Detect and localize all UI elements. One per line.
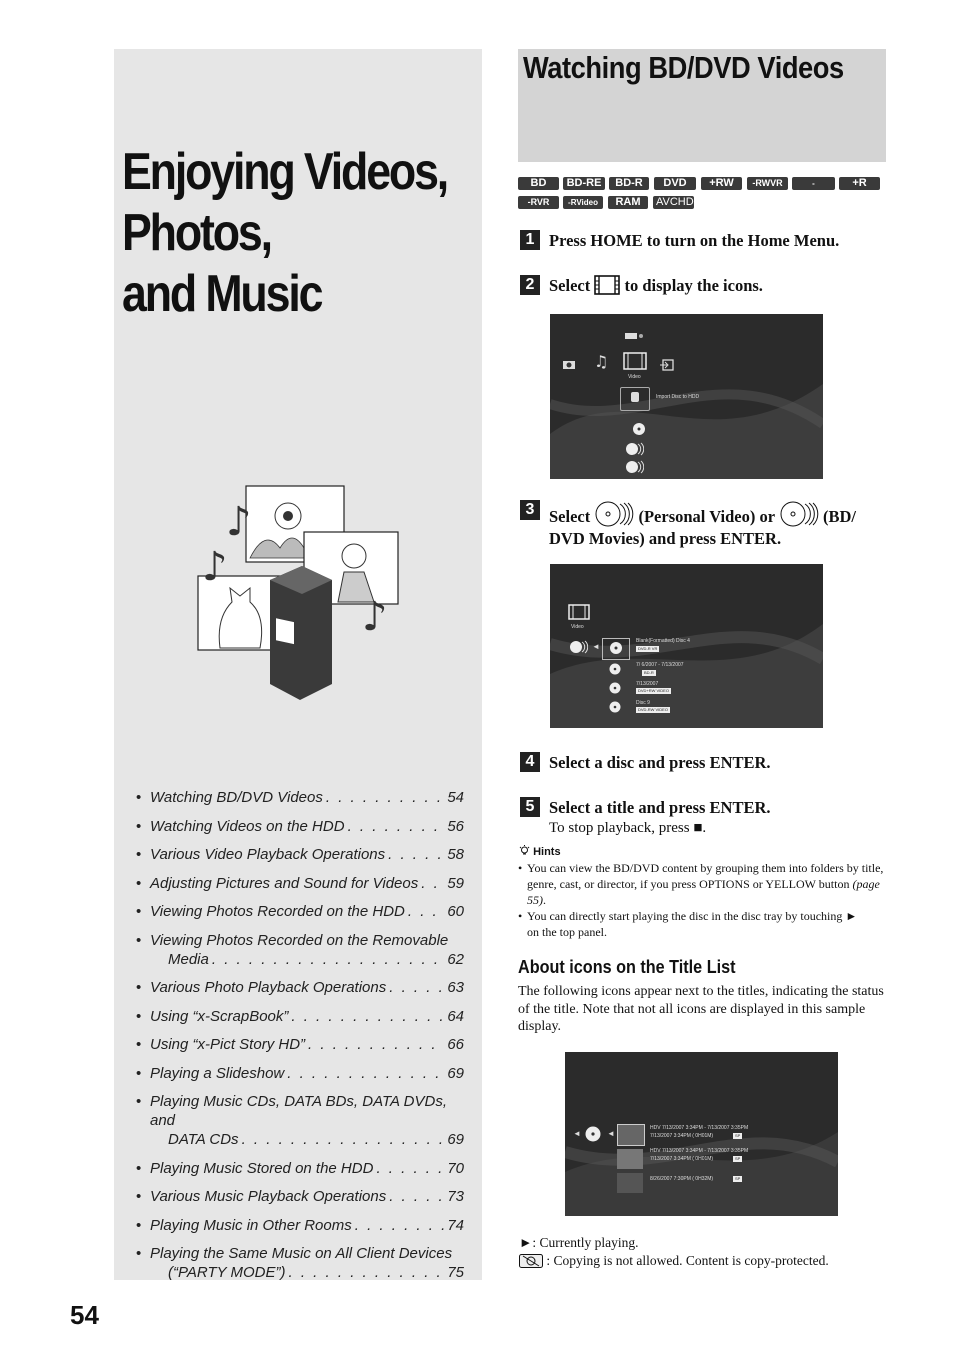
- title-list-paragraph: The following icons appear next to the titles, indicating the status of the title. Note that not all icons are displayed in this sample display.: [518, 984, 884, 1034]
- toc-item[interactable]: • Various Photo Playback Operations . . . 63: [134, 978, 464, 997]
- video-icon: [568, 604, 590, 620]
- section-title: Watching BD/DVD Videos: [523, 50, 844, 85]
- toc-item[interactable]: • Various Music Playback Operations . . . 73: [134, 1187, 464, 1206]
- input-icon: [660, 359, 674, 371]
- hdd-icon: [630, 391, 640, 403]
- badge-plus-r: +R: [839, 177, 880, 190]
- disc-icon: [609, 701, 621, 713]
- disc-icon: [632, 422, 646, 436]
- step-2: 2 Select to display the icons.: [520, 275, 890, 296]
- title-list-heading: About icons on the Title List: [518, 957, 736, 977]
- chapter-title: Enjoying Videos, Photos, and Music: [122, 143, 448, 323]
- music-icon: ♫: [594, 352, 609, 371]
- step-number: 5: [520, 797, 540, 817]
- badge-dvd: DVD: [654, 177, 696, 190]
- toc-item[interactable]: • Playing the Same Music on All Client Devices (“PARTY MODE”) . . . 75: [134, 1244, 464, 1282]
- badge-bd-re: BD-RE: [563, 177, 605, 190]
- toc-item[interactable]: • Various Video Playback Operations . . . 58: [134, 845, 464, 864]
- badge-r-video: -RVideo: [563, 196, 603, 209]
- badge-bd: BD: [518, 177, 559, 190]
- toc-item[interactable]: • Adjusting Pictures and Sound for Videos . . . 59: [134, 874, 464, 893]
- badge-ram: RAM: [608, 196, 648, 209]
- play-icon: ►: [519, 1235, 533, 1250]
- photo-icon: [562, 358, 576, 370]
- hints-list: [518, 860, 886, 940]
- disc-icon: [609, 682, 621, 694]
- personal-video-icon: [594, 500, 634, 528]
- toc-item[interactable]: • Playing Music in Other Rooms . . . 74: [134, 1216, 464, 1235]
- step-number: 4: [520, 752, 540, 772]
- toc-item[interactable]: • Using “x-Pict Story HD” . . . 66: [134, 1035, 464, 1054]
- badge-plus-rw: +RW: [701, 177, 742, 190]
- home-menu-screenshot: ♫ Video Import Disc to HDD: [550, 314, 823, 479]
- page-number: 54: [70, 1300, 99, 1330]
- title-thumbnail[interactable]: [617, 1124, 645, 1146]
- step-number: 1: [520, 230, 540, 250]
- film-icon: [594, 275, 620, 295]
- hint-item: • You can directly start playing the disc in the disc tray by touching ► on the top panel.: [518, 909, 858, 939]
- hint-item: • You can view the BD/DVD content by grouping them into folders by title, genre, cast, or director, if you press OPTIONS or YELLOW button (page 55).: [518, 861, 884, 907]
- bd-dvd-movies-icon: [626, 460, 644, 474]
- step-3: 3 Select (Personal Video) or (BD/ DVD Movies) and press ENTER.: [520, 500, 890, 550]
- svg-text:♪: ♪: [202, 544, 228, 590]
- disc-list-screenshot: Video ◄ Blank(Formatted) Disc 4 DVD-R VR 7/ 6/2007 - 7/13/2007 BD-R 7/13/2007 DVD+RW VIDEO Disc 9 DVD-RW VIDEO: [550, 564, 823, 728]
- disc-icon: [609, 641, 623, 655]
- disc-icon: [609, 663, 621, 675]
- toc-item[interactable]: • Viewing Photos Recorded on the HDD . . . 60: [134, 902, 464, 921]
- toc-item[interactable]: • Viewing Photos Recorded on the Removable Media . . . 62: [134, 931, 464, 969]
- personal-video-icon: [570, 640, 588, 654]
- disc-icon: [585, 1126, 601, 1142]
- toc-item[interactable]: • Watching BD/DVD Videos . . . 54: [134, 788, 464, 807]
- badge-bd-r: BD-R: [609, 177, 649, 190]
- toc-item[interactable]: • Watching Videos on the HDD . . . 56: [134, 817, 464, 836]
- chapter-contents: [134, 788, 464, 1292]
- badge-rw-video: -RWVideo: [792, 177, 835, 190]
- legend-copy-protected: : Copying is not allowed. Content is copy-protected.: [519, 1253, 829, 1269]
- badge-avchd: AVCHD: [653, 196, 694, 209]
- bd-dvd-movies-icon: [779, 500, 819, 528]
- badge-rw-vr: -RWVR: [747, 177, 788, 190]
- personal-video-icon: [626, 442, 644, 456]
- step-4: 4 Select a disc and press ENTER.: [520, 752, 890, 773]
- video-icon: [623, 352, 647, 370]
- legend-playing: ►: Currently playing.: [519, 1235, 639, 1250]
- svg-text:♪: ♪: [362, 594, 388, 640]
- toc-item[interactable]: • Playing a Slideshow . . . 69: [134, 1064, 464, 1083]
- toc-item[interactable]: • Playing Music CDs, DATA BDs, DATA DVDs, and DATA CDs . . . 69: [134, 1092, 464, 1149]
- step-1: 1 Press HOME to turn on the Home Menu.: [520, 230, 890, 251]
- media-illustration: [190, 480, 410, 705]
- hints-heading: Hints: [519, 845, 561, 858]
- step-5: 5 Select a title and press ENTER. To stop playback, press ■.: [520, 797, 890, 839]
- toc-item[interactable]: • Playing Music Stored on the HDD . . . 70: [134, 1159, 464, 1178]
- title-thumbnail[interactable]: [617, 1149, 643, 1169]
- badge-r-vr: -RVR: [518, 196, 559, 209]
- step-number: 2: [520, 275, 540, 295]
- step-number: 3: [520, 500, 540, 520]
- title-list-screenshot: ◄ ◄ HDV 7/13/2007 3:34PM - 7/13/2007 3:35PM 7/13/2007 3:34PM ( 0H01M) SP HDV 7/13/2007 3:34PM - 7/13/2007 3:35PM 7/13/2007 3:34PM ( 0H01M) SP 8/26/2007 7:30PM ( 0H32M) SP: [565, 1052, 838, 1216]
- lightbulb-icon: [519, 845, 530, 857]
- svg-text:♪: ♪: [226, 499, 252, 545]
- tv-icon: [624, 332, 644, 342]
- toc-item[interactable]: • Using “x-ScrapBook” . . . 64: [134, 1007, 464, 1026]
- copy-protect-icon: [519, 1254, 543, 1268]
- title-thumbnail[interactable]: [617, 1173, 643, 1193]
- disc-type-badges: [518, 177, 888, 215]
